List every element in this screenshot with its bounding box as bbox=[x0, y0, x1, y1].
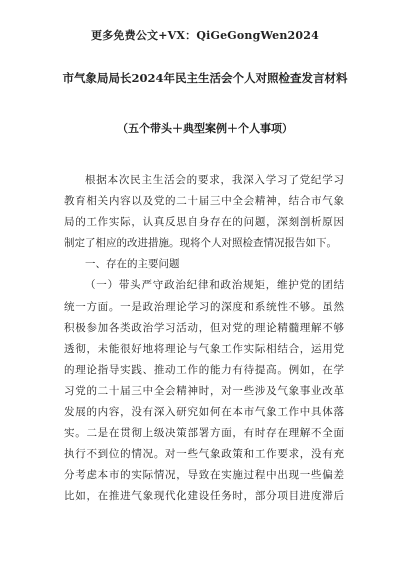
body-line: 积极参加各类政治学习活动，但对党的理论精髓理解不够 bbox=[64, 321, 344, 334]
document-subtitle: （五个带头＋典型案例＋个人事项） bbox=[117, 122, 293, 135]
body-line: 一、存在的主要问题 bbox=[85, 258, 180, 271]
document-body bbox=[64, 170, 344, 508]
body-line: 的理论指导实践、推动工作的能力有待提高。例如，在学 bbox=[64, 363, 344, 376]
header-note: 更多免费公文+VX：QiGeGongWen2024 bbox=[91, 29, 319, 42]
body-line: 教育相关内容以及党的二十届三中全会精神，结合市气象 bbox=[64, 195, 344, 208]
body-line: 透彻，未能很好地将理论与气象工作实际相结合，运用党 bbox=[64, 342, 344, 355]
body-line: 根据本次民主生活会的要求，我深入学习了党纪学习 bbox=[85, 174, 344, 186]
body-line: 比如，在推进气象现代化建设任务时，部分项目进度滞后 bbox=[64, 490, 344, 503]
document-title: 市气象局局长2024年民主生活会个人对照检查发言材料 bbox=[62, 71, 348, 85]
body-line: 实。二是在贯彻上级决策部署方面，有时存在理解不全面 bbox=[64, 427, 344, 440]
body-line: （一）带头严守政治纪律和政治规矩，维护党的团结 bbox=[85, 279, 344, 292]
body-line: 分考虑本市的实际情况，导致在实施过程中出现一些偏差 bbox=[64, 469, 344, 482]
body-line: 执行不到位的情况。对一些气象政策和工作要求，没有充 bbox=[64, 448, 344, 461]
body-line: 习党的二十届三中全会精神时，对一些涉及气象事业改革 bbox=[64, 384, 344, 397]
body-line: 局的工作实际，认真反思自身存在的问题，深刻剖析原因 bbox=[64, 216, 344, 229]
body-line: 制定了相应的改进措施。现将个人对照检查情况报告如下。 bbox=[64, 237, 337, 250]
body-line: 统一方面。一是政治理论学习的深度和系统性不够。虽然 bbox=[64, 300, 344, 313]
body-line: 发展的内容，没有深入研究如何在本市气象工作中具体落 bbox=[64, 406, 344, 419]
